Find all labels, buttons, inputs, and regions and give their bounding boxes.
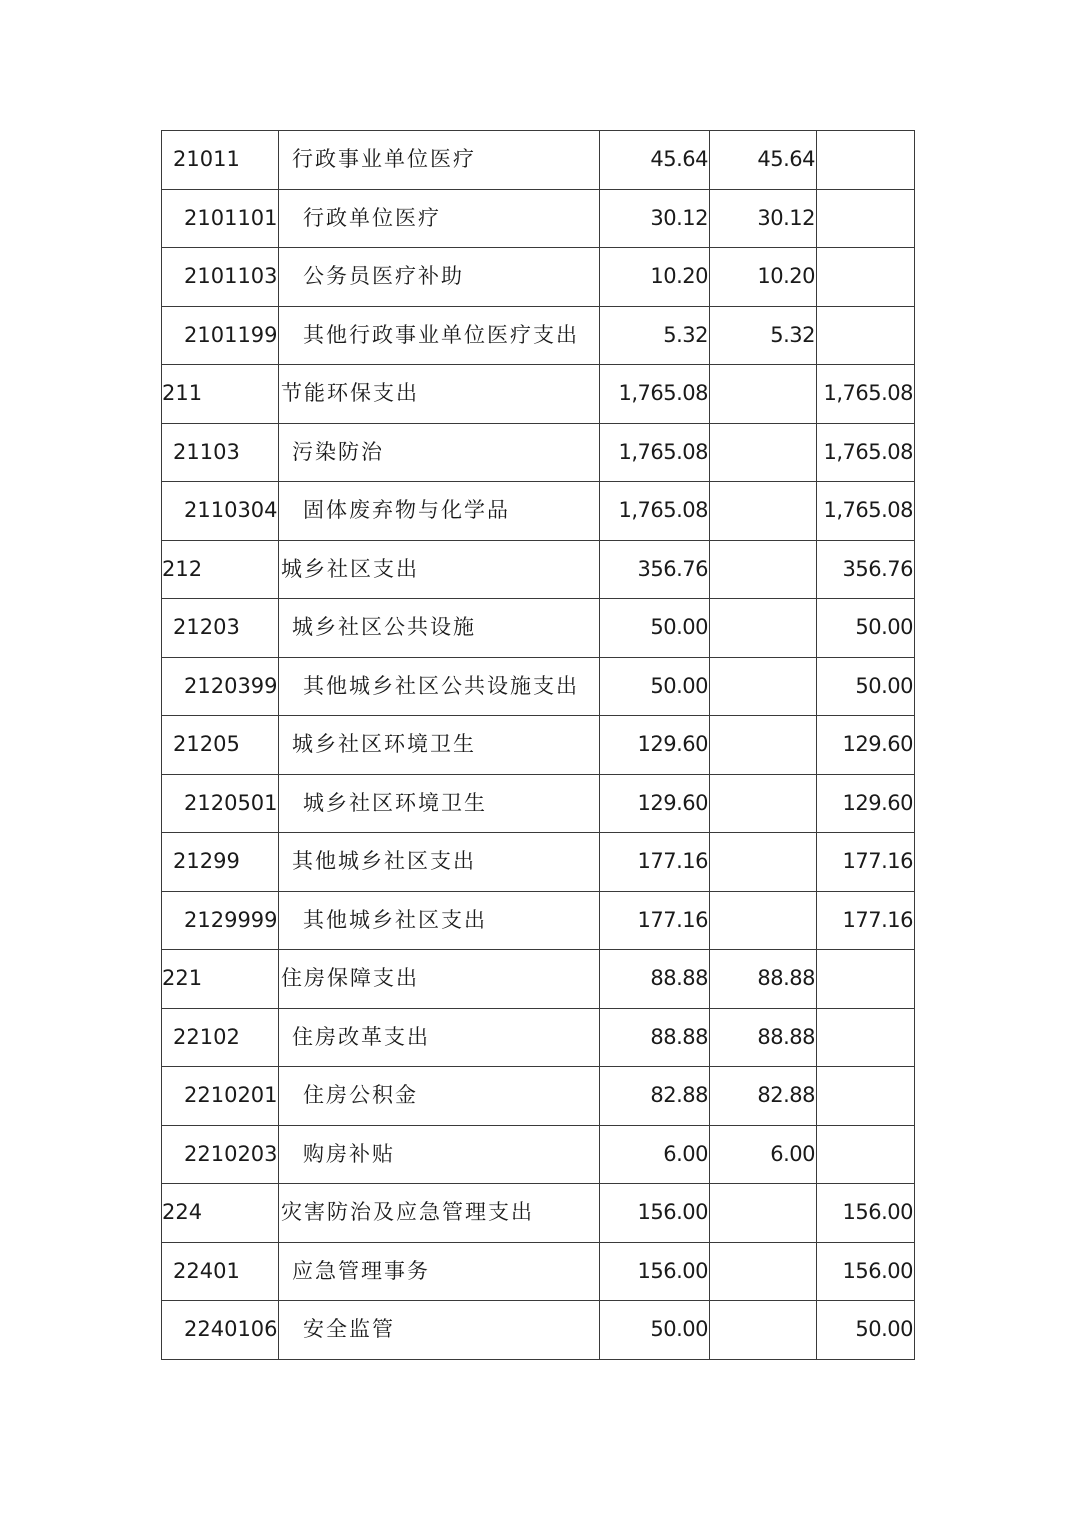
table-row — [162, 189, 915, 248]
basic-expenditure-cell: 30.12 — [710, 189, 817, 248]
subject-name-cell: 购房补贴 — [279, 1125, 600, 1184]
project-expenditure-cell: 156.00 — [817, 1184, 915, 1243]
total-cell: 50.00 — [600, 657, 710, 716]
project-expenditure-cell: 129.60 — [817, 774, 915, 833]
project-expenditure-cell: 1,765.08 — [817, 365, 915, 424]
project-expenditure-cell: 1,765.08 — [817, 423, 915, 482]
expenditure-table-body — [162, 131, 915, 1360]
subject-name-cell: 行政事业单位医疗 — [279, 131, 600, 190]
project-expenditure-cell — [817, 1067, 915, 1126]
project-expenditure-cell: 50.00 — [817, 1301, 915, 1360]
expenditure-table — [161, 130, 915, 1360]
subject-name-cell: 其他城乡社区支出 — [279, 833, 600, 892]
subject-name-cell: 节能环保支出 — [279, 365, 600, 424]
subject-name-cell: 其他城乡社区公共设施支出 — [279, 657, 600, 716]
project-expenditure-cell — [817, 131, 915, 190]
total-cell: 177.16 — [600, 833, 710, 892]
subject-code-cell: 22102 — [162, 1008, 279, 1067]
table-row — [162, 306, 915, 365]
basic-expenditure-cell — [710, 891, 817, 950]
total-cell: 177.16 — [600, 891, 710, 950]
basic-expenditure-cell: 5.32 — [710, 306, 817, 365]
basic-expenditure-cell — [710, 1242, 817, 1301]
subject-code-cell: 2101199 — [162, 306, 279, 365]
subject-name-cell: 住房保障支出 — [279, 950, 600, 1009]
subject-code-cell: 2240106 — [162, 1301, 279, 1360]
subject-name-cell: 住房改革支出 — [279, 1008, 600, 1067]
subject-code-cell: 221 — [162, 950, 279, 1009]
table-row — [162, 1067, 915, 1126]
total-cell: 82.88 — [600, 1067, 710, 1126]
table-row — [162, 891, 915, 950]
subject-code-cell: 2101101 — [162, 189, 279, 248]
basic-expenditure-cell — [710, 833, 817, 892]
table-row — [162, 1125, 915, 1184]
subject-name-cell: 固体废弃物与化学品 — [279, 482, 600, 541]
project-expenditure-cell: 1,765.08 — [817, 482, 915, 541]
table-row — [162, 248, 915, 307]
total-cell: 129.60 — [600, 774, 710, 833]
subject-name-cell: 安全监管 — [279, 1301, 600, 1360]
basic-expenditure-cell — [710, 1301, 817, 1360]
total-cell: 6.00 — [600, 1125, 710, 1184]
subject-name-cell: 城乡社区环境卫生 — [279, 716, 600, 775]
total-cell: 1,765.08 — [600, 365, 710, 424]
project-expenditure-cell — [817, 248, 915, 307]
basic-expenditure-cell — [710, 540, 817, 599]
basic-expenditure-cell — [710, 482, 817, 541]
subject-code-cell: 211 — [162, 365, 279, 424]
basic-expenditure-cell: 6.00 — [710, 1125, 817, 1184]
total-cell: 50.00 — [600, 599, 710, 658]
total-cell: 129.60 — [600, 716, 710, 775]
total-cell: 88.88 — [600, 950, 710, 1009]
project-expenditure-cell — [817, 306, 915, 365]
table-row — [162, 365, 915, 424]
table-row — [162, 540, 915, 599]
subject-code-cell: 2110304 — [162, 482, 279, 541]
basic-expenditure-cell: 88.88 — [710, 950, 817, 1009]
project-expenditure-cell: 177.16 — [817, 891, 915, 950]
total-cell: 356.76 — [600, 540, 710, 599]
subject-code-cell: 21203 — [162, 599, 279, 658]
subject-name-cell: 行政单位医疗 — [279, 189, 600, 248]
project-expenditure-cell: 177.16 — [817, 833, 915, 892]
total-cell: 30.12 — [600, 189, 710, 248]
basic-expenditure-cell — [710, 774, 817, 833]
basic-expenditure-cell: 88.88 — [710, 1008, 817, 1067]
basic-expenditure-cell: 10.20 — [710, 248, 817, 307]
basic-expenditure-cell — [710, 599, 817, 658]
project-expenditure-cell — [817, 189, 915, 248]
table-row — [162, 131, 915, 190]
subject-name-cell: 其他行政事业单位医疗支出 — [279, 306, 600, 365]
table-row — [162, 950, 915, 1009]
total-cell: 156.00 — [600, 1242, 710, 1301]
project-expenditure-cell — [817, 1125, 915, 1184]
subject-code-cell: 2210201 — [162, 1067, 279, 1126]
table-row — [162, 774, 915, 833]
subject-name-cell: 城乡社区支出 — [279, 540, 600, 599]
total-cell: 5.32 — [600, 306, 710, 365]
subject-code-cell: 2129999 — [162, 891, 279, 950]
project-expenditure-cell — [817, 950, 915, 1009]
subject-code-cell: 2120501 — [162, 774, 279, 833]
basic-expenditure-cell: 45.64 — [710, 131, 817, 190]
subject-code-cell: 21103 — [162, 423, 279, 482]
basic-expenditure-cell — [710, 716, 817, 775]
project-expenditure-cell: 156.00 — [817, 1242, 915, 1301]
table-row — [162, 657, 915, 716]
subject-name-cell: 灾害防治及应急管理支出 — [279, 1184, 600, 1243]
total-cell: 10.20 — [600, 248, 710, 307]
subject-name-cell: 城乡社区公共设施 — [279, 599, 600, 658]
total-cell: 50.00 — [600, 1301, 710, 1360]
subject-code-cell: 21011 — [162, 131, 279, 190]
project-expenditure-cell: 356.76 — [817, 540, 915, 599]
subject-code-cell: 212 — [162, 540, 279, 599]
table-row — [162, 1184, 915, 1243]
table-row — [162, 833, 915, 892]
subject-code-cell: 2120399 — [162, 657, 279, 716]
subject-code-cell: 22401 — [162, 1242, 279, 1301]
total-cell: 1,765.08 — [600, 423, 710, 482]
subject-code-cell: 21299 — [162, 833, 279, 892]
basic-expenditure-cell — [710, 657, 817, 716]
project-expenditure-cell: 50.00 — [817, 599, 915, 658]
total-cell: 88.88 — [600, 1008, 710, 1067]
total-cell: 156.00 — [600, 1184, 710, 1243]
subject-name-cell: 公务员医疗补助 — [279, 248, 600, 307]
table-row — [162, 1008, 915, 1067]
subject-name-cell: 城乡社区环境卫生 — [279, 774, 600, 833]
basic-expenditure-cell — [710, 365, 817, 424]
table-row — [162, 423, 915, 482]
subject-code-cell: 2101103 — [162, 248, 279, 307]
basic-expenditure-cell — [710, 423, 817, 482]
table-row — [162, 1242, 915, 1301]
total-cell: 1,765.08 — [600, 482, 710, 541]
total-cell: 45.64 — [600, 131, 710, 190]
table-row — [162, 716, 915, 775]
subject-name-cell: 住房公积金 — [279, 1067, 600, 1126]
table-row — [162, 482, 915, 541]
subject-code-cell: 2210203 — [162, 1125, 279, 1184]
subject-name-cell: 污染防治 — [279, 423, 600, 482]
project-expenditure-cell: 129.60 — [817, 716, 915, 775]
subject-name-cell: 应急管理事务 — [279, 1242, 600, 1301]
table-row — [162, 599, 915, 658]
basic-expenditure-cell — [710, 1184, 817, 1243]
table-row — [162, 1301, 915, 1360]
subject-code-cell: 21205 — [162, 716, 279, 775]
subject-code-cell: 224 — [162, 1184, 279, 1243]
project-expenditure-cell: 50.00 — [817, 657, 915, 716]
project-expenditure-cell — [817, 1008, 915, 1067]
subject-name-cell: 其他城乡社区支出 — [279, 891, 600, 950]
basic-expenditure-cell: 82.88 — [710, 1067, 817, 1126]
